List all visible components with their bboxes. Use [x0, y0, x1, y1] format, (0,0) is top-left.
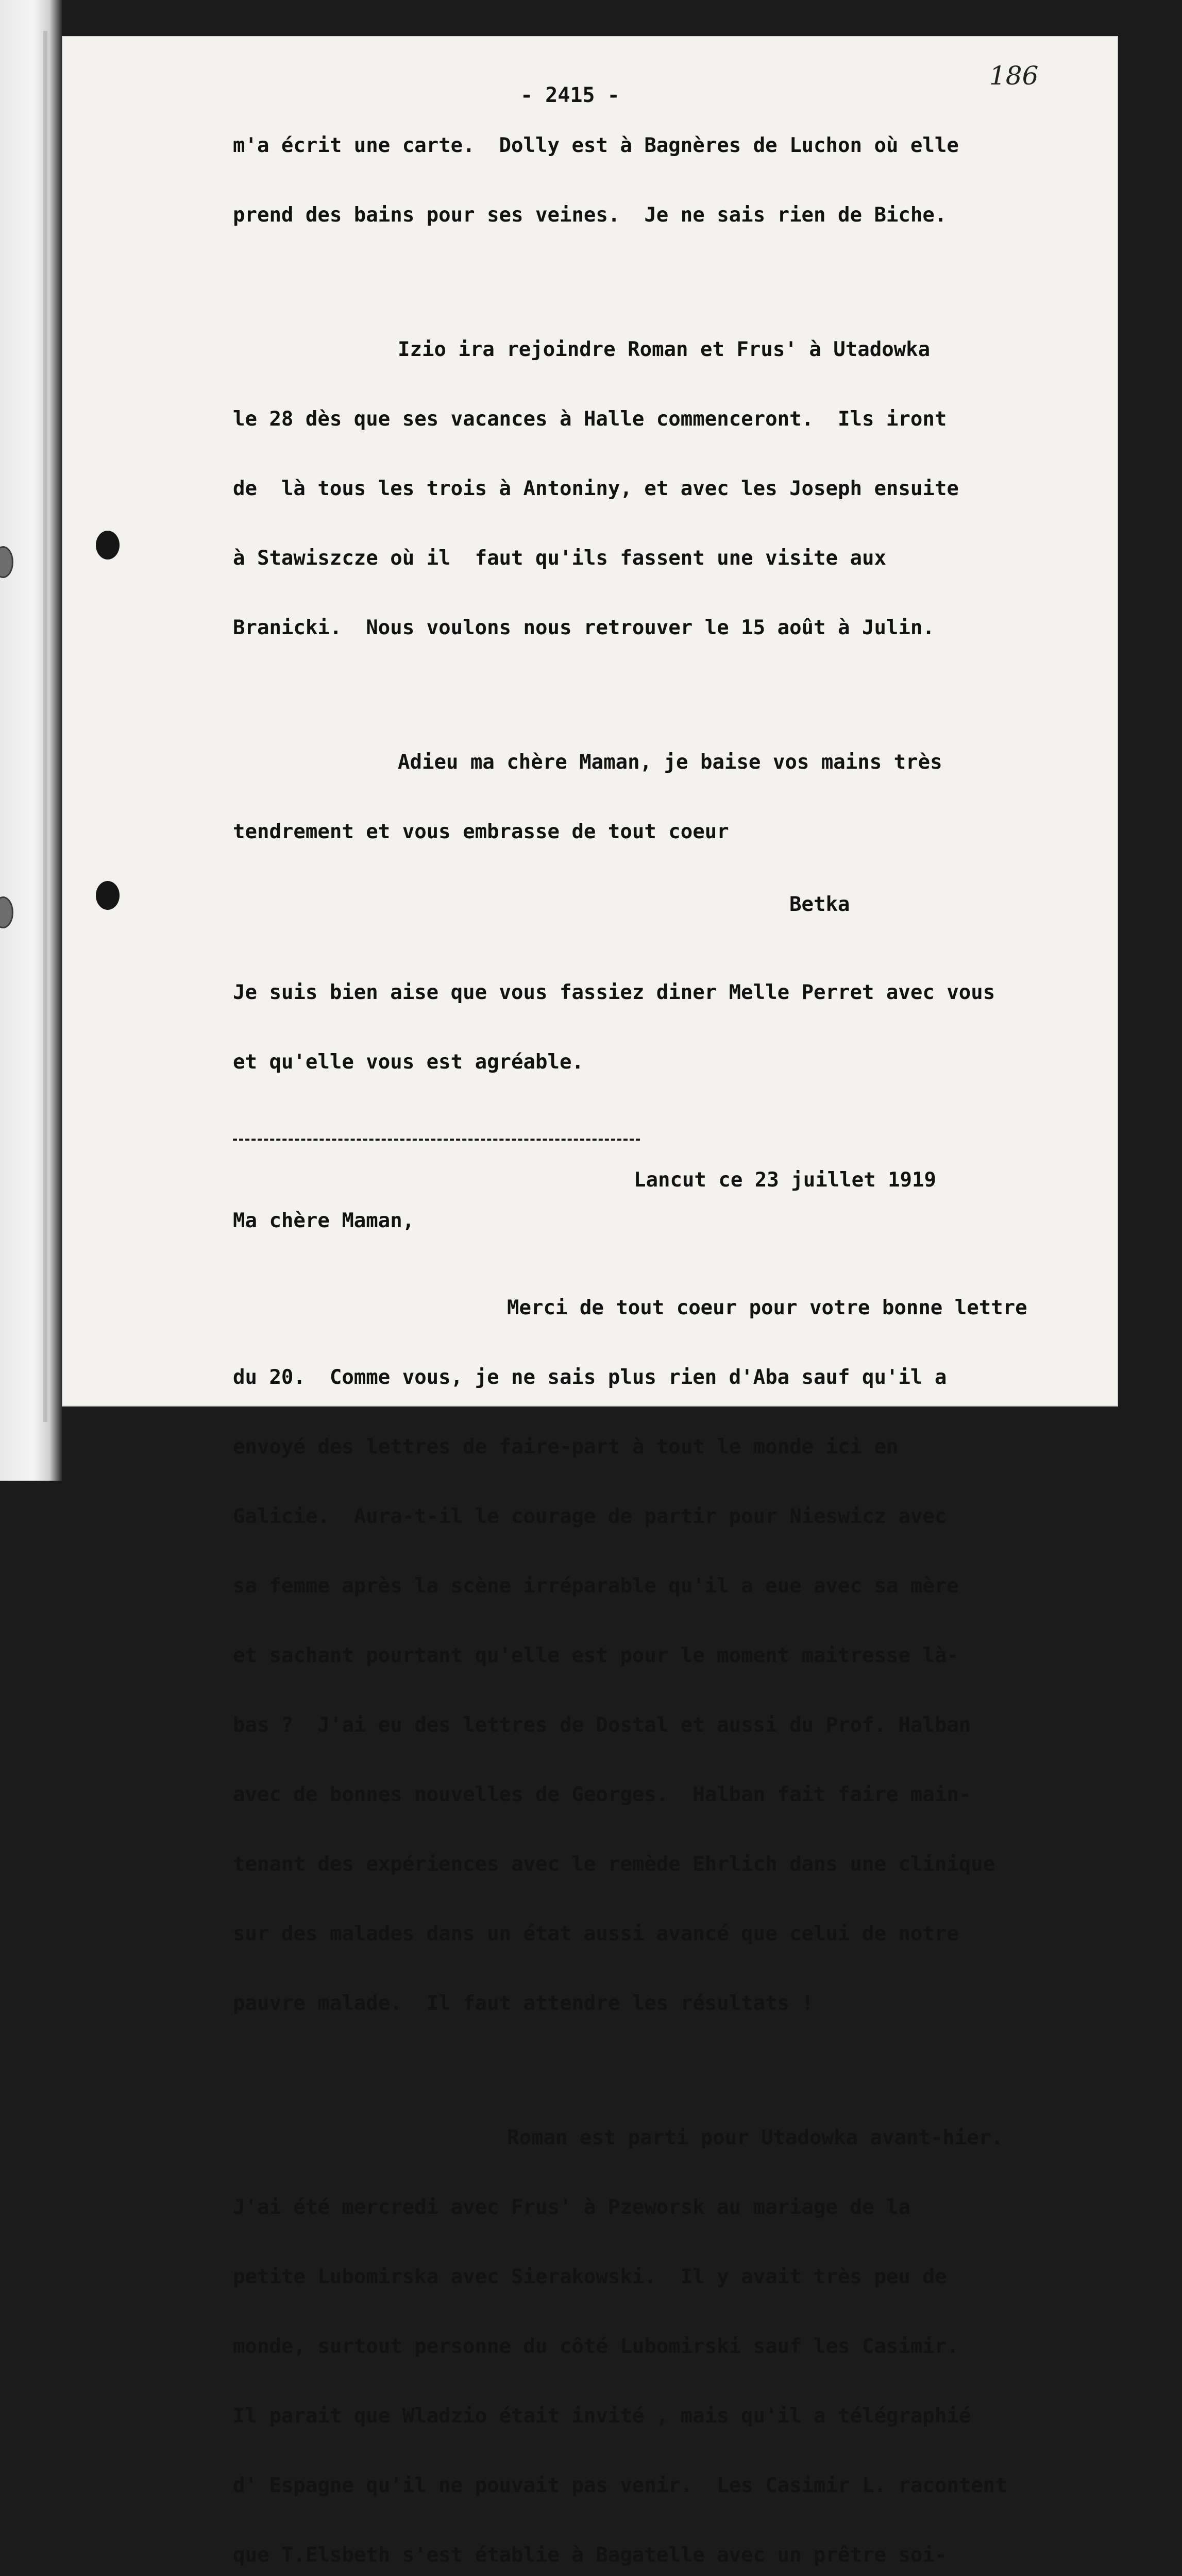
text-line: sa femme après la scène irréparable qu'il a eue avec sa mère: [233, 1574, 959, 1598]
text-line: Galicie. Aura-t-il le courage de partir pour Nieswicz avec: [233, 1505, 947, 1528]
binder-spine: [43, 31, 47, 1422]
text-line: Adieu ma chère Maman, je baise vos mains très: [398, 751, 942, 774]
salutation: Ma chère Maman,: [233, 1209, 415, 1232]
paragraph-6: [233, 2080, 1119, 2576]
text-line: le 28 dès que ses vacances à Halle commenceront. Ils iront: [233, 408, 947, 431]
binder-ring-hole: [0, 546, 13, 578]
text-line: sur des malades dans un état aussi avancé que celui de notre: [233, 1922, 959, 1945]
binder-cover: [0, 0, 62, 1481]
text-line: à Stawiszcze où il faut qu'ils fassent une visite aux: [233, 547, 886, 570]
letter-body: [233, 88, 1119, 2576]
text-line: Roman est parti pour Utadowka avant-hier.: [507, 2126, 1003, 2149]
binder-ring-hole: [0, 896, 13, 928]
text-line: monde, surtout personne du côté Lubomirski sauf les Casimir.: [233, 2335, 959, 2358]
text-line: et sachant pourtant qu'elle est pour le moment maitresse là-: [233, 1644, 959, 1667]
text-line: m'a écrit une carte. Dolly est à Bagnères de Luchon où elle: [233, 134, 959, 157]
paragraph-3: [233, 704, 1119, 890]
text-line: du 20. Comme vous, je ne sais plus rien d'Aba sauf qu'il a: [233, 1366, 947, 1389]
text-line: que T.Elsbeth s'est établie à Bagatelle avec un prêtre soi-: [233, 2544, 947, 2567]
folio-number: 186: [989, 61, 1039, 91]
text-line: envoyé des lettres de faire-part à tout le monde ici en: [233, 1435, 899, 1459]
text-line: pauvre malade. Il faut attendre les résultats !: [233, 1992, 814, 2015]
text-line: Merci de tout coeur pour votre bonne lettre: [507, 1296, 1027, 1319]
text-line: tendrement et vous embrasse de tout coeur: [233, 820, 729, 843]
paragraph-1: [233, 88, 1119, 273]
text-line: Branicki. Nous voulons nous retrouver le 15 août à Julin.: [233, 616, 935, 639]
page-number: - 2415 -: [520, 83, 620, 107]
text-line: tenant des expériences avec le remède Ehrlich dans une clinique: [233, 1853, 995, 1876]
separator-rule: [233, 1139, 640, 1141]
paragraph-5: [233, 1250, 1119, 2061]
signature: Betka: [789, 893, 850, 916]
punch-hole: [96, 531, 120, 560]
text-line: avec de bonnes nouvelles de Georges. Halban fait faire main-: [233, 1783, 971, 1806]
punch-hole: [96, 881, 120, 910]
text-line: et qu'elle vous est agréable.: [233, 1050, 584, 1074]
text-line: d' Espagne qu'il ne pouvait pas venir. Les Casimir L. racontent: [233, 2474, 1007, 2497]
postscript: [233, 935, 1119, 1120]
text-line: Il parait que Wladzio était invité , mais qu'il a télégraphié: [233, 2404, 971, 2428]
text-line: Je suis bien aise que vous fassiez diner Melle Perret avec vous: [233, 981, 995, 1004]
text-line: petite Lubomirska avec Sierakowski. Il y avait très peu de: [233, 2265, 947, 2289]
paragraph-2: [233, 292, 1119, 686]
text-line: bas ? J'ai eu des lettres de Dostal et aussi du Prof. Halban: [233, 1714, 971, 1737]
text-line: J'ai été mercredi avec Frus' à Pzeworsk au mariage de la: [233, 2196, 910, 2219]
text-line: Izio ira rejoindre Roman et Frus' à Utadowka: [398, 338, 931, 361]
text-line: prend des bains pour ses veines. Je ne sais rien de Biche.: [233, 204, 947, 227]
text-line: de là tous les trois à Antoniny, et avec les Joseph ensuite: [233, 477, 959, 500]
dateline: Lancut ce 23 juillet 1919: [634, 1168, 936, 1192]
